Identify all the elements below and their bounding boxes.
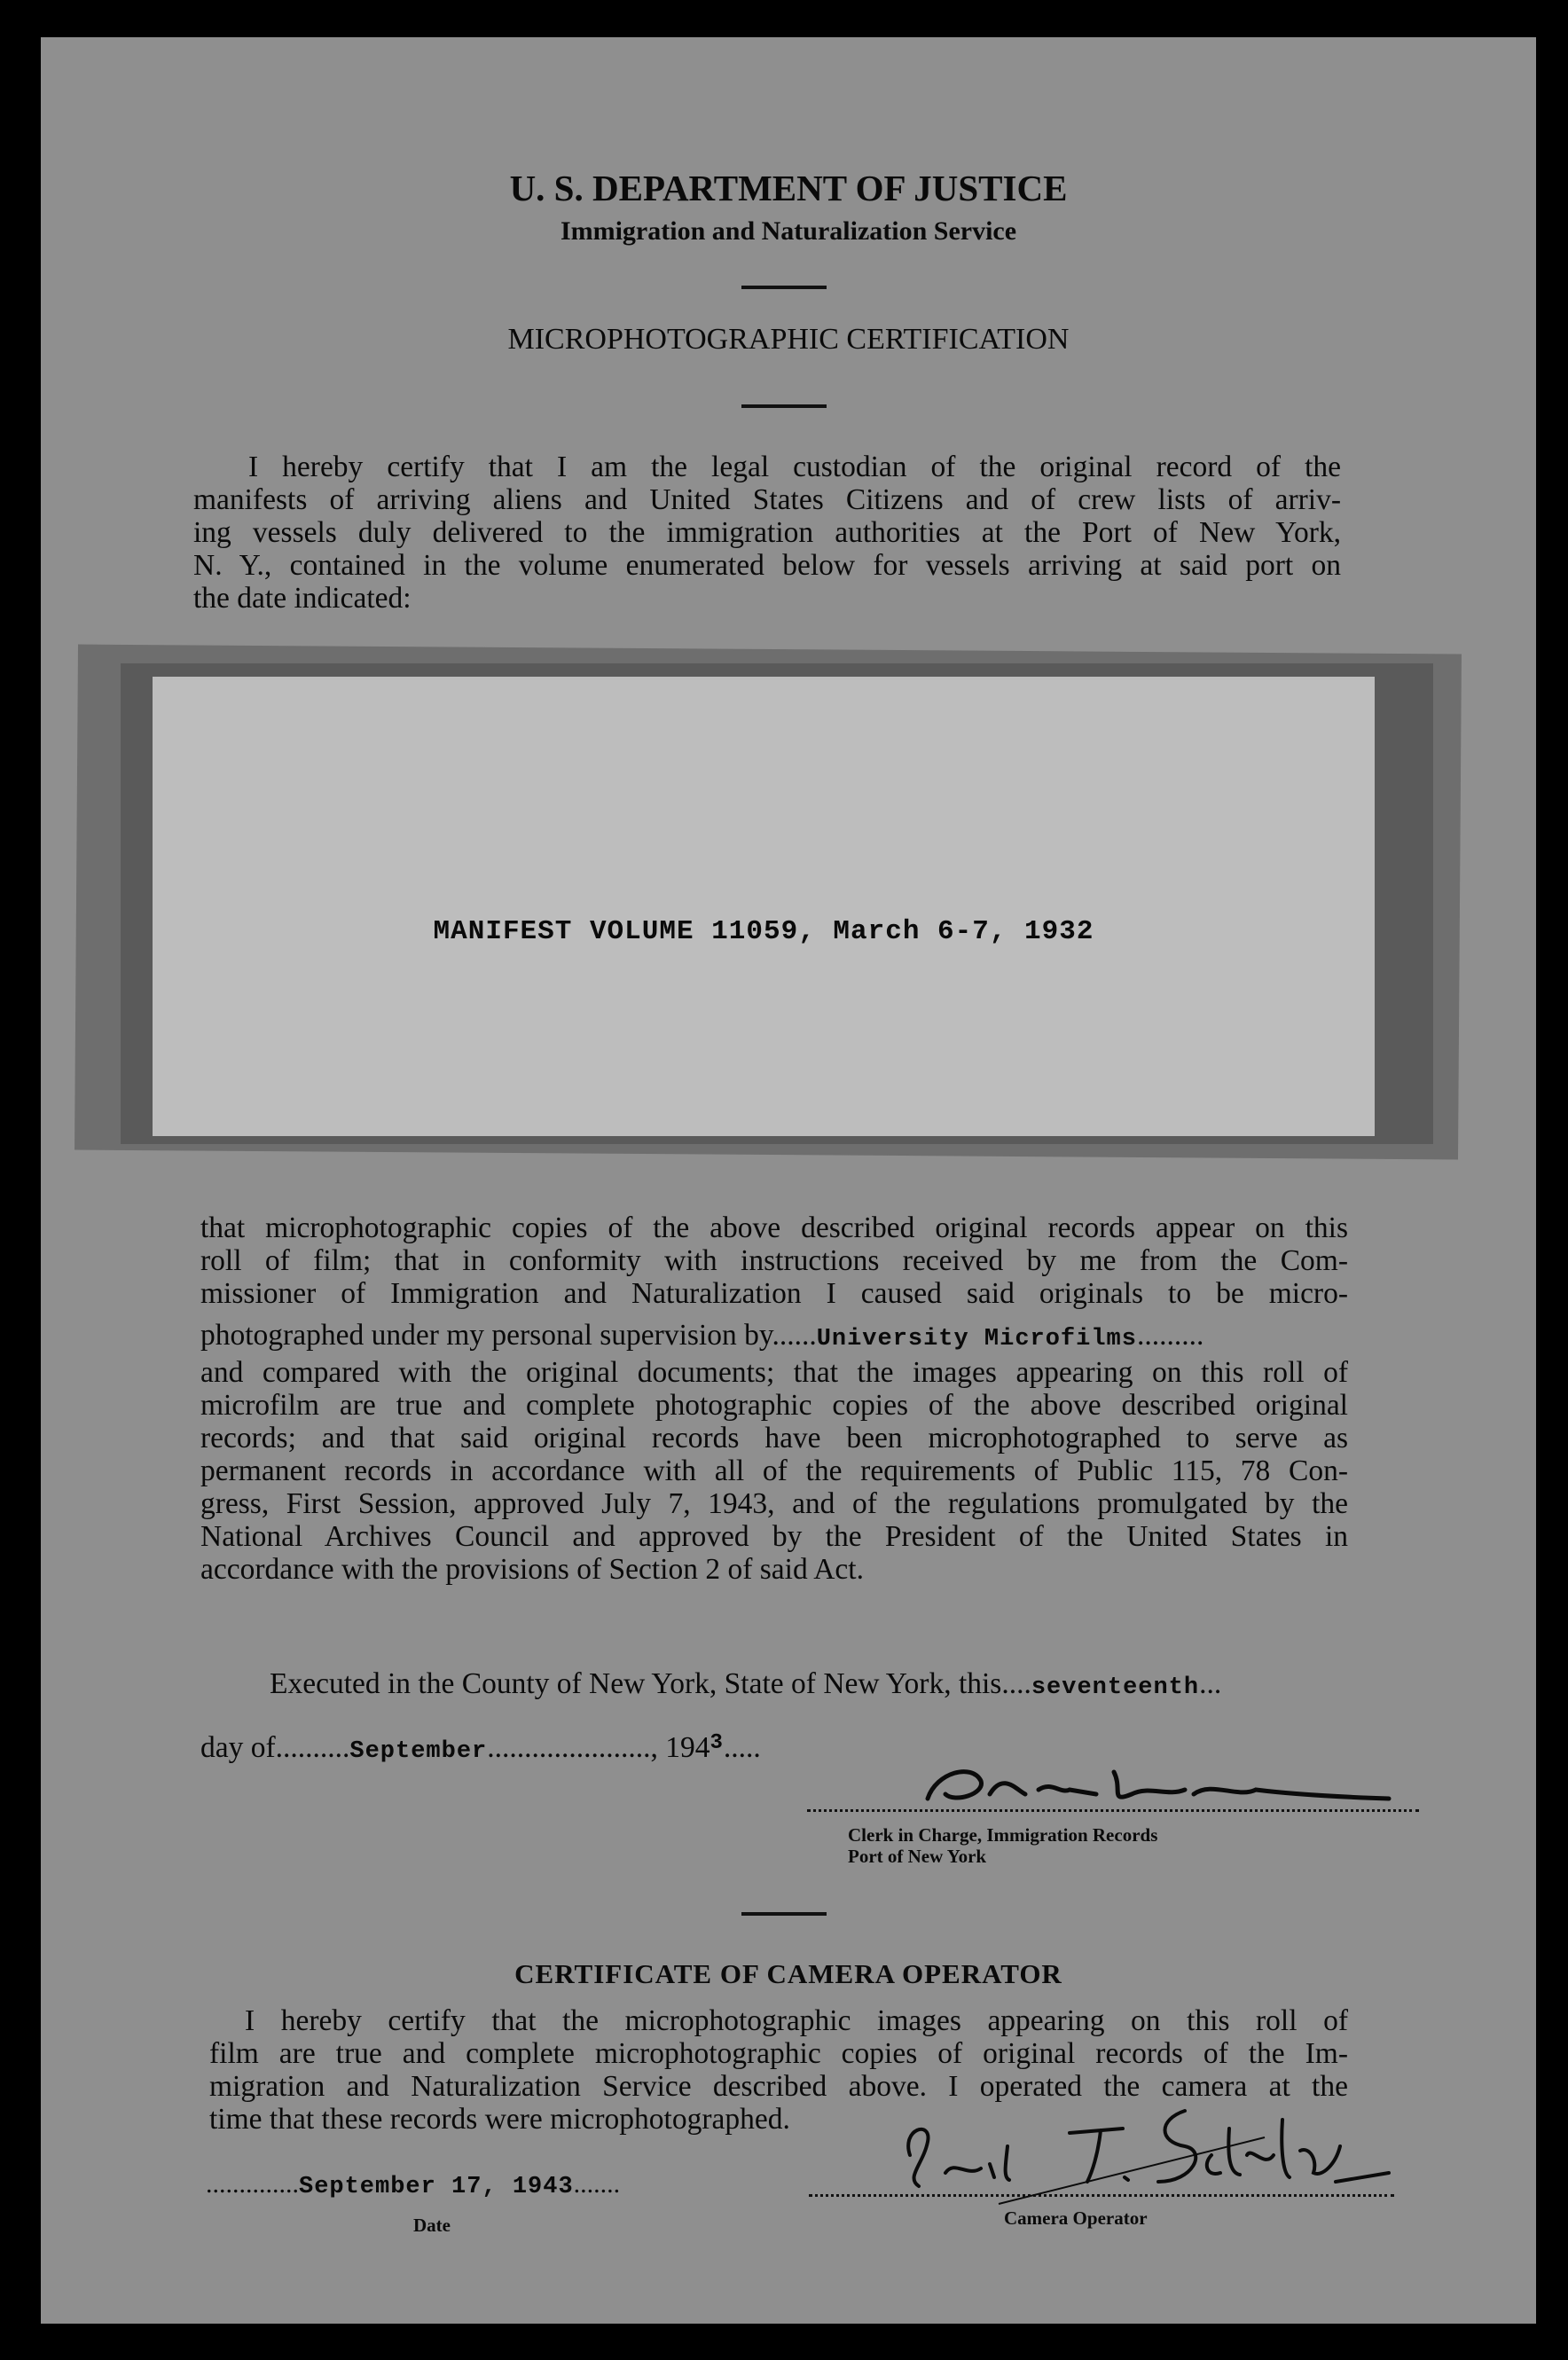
clerk-office: Port of New York — [848, 1846, 987, 1867]
body-line: roll of film; that in conformity with instructions received by me from the Com- — [200, 1244, 1348, 1277]
camera-line: time that these records were microphotographed. — [209, 2103, 790, 2136]
photographer-name: University Microfilms — [816, 1326, 1137, 1352]
intro-line: N. Y., contained in the volume enumerated below for vessels arriving at said port on — [193, 549, 1341, 582]
certificate-page — [41, 37, 1536, 2324]
intro-line: ing vessels duly delivered to the immigration authorities at the Port of New York, — [193, 516, 1341, 549]
body-line: microfilm are true and complete photographic copies of the above described original — [200, 1389, 1348, 1422]
executed-prefix: Executed in the County of New York, State of New York, this — [270, 1667, 1002, 1700]
executed-day: seventeenth — [1031, 1674, 1200, 1701]
operator-signature — [892, 2093, 1407, 2229]
camera-line: I hereby certify that the microphotographic images appearing on this roll of — [245, 2004, 1348, 2037]
divider-rule — [741, 286, 827, 289]
date-value: September 17, 1943 — [299, 2174, 574, 2200]
clerk-signature — [919, 1754, 1415, 1816]
camera-line: film are true and complete microphotographic copies of original records of the Im- — [209, 2037, 1348, 2070]
body-line: gress, First Session, approved July 7, 1943, and of the regulations promulgated by the — [200, 1487, 1348, 1520]
operator-label: Camera Operator — [1004, 2207, 1148, 2229]
body-line: permanent records in accordance with all of the requirements of Public 115, 78 Con- — [200, 1454, 1348, 1487]
supervision-line: photographed under my personal supervision by......University Microfilms......... — [200, 1319, 1204, 1352]
month-value: September — [349, 1738, 488, 1765]
intro-line: manifests of arriving aliens and United States Citizens and of crew lists of arriv- — [193, 483, 1341, 516]
body-line: records; and that said original records have been microphotographed to serve as — [200, 1422, 1348, 1454]
agency-heading: U. S. DEPARTMENT OF JUSTICE — [509, 168, 1068, 208]
day-of-prefix: day of — [200, 1731, 276, 1764]
year-digit: 3 — [710, 1731, 724, 1755]
divider-rule — [741, 404, 827, 408]
date-label: Date — [413, 2215, 451, 2236]
volume-label: MANIFEST VOLUME 11059, March 6-7, 1932 — [433, 916, 1094, 947]
intro-paragraph — [193, 451, 1341, 615]
divider-rule — [741, 1912, 827, 1916]
body-line: and compared with the original documents; that the images appearing on this roll of — [200, 1356, 1348, 1389]
clerk-title: Clerk in Charge, Immigration Records — [848, 1824, 1158, 1846]
body-paragraph — [200, 1211, 1348, 1586]
supervision-prefix: photographed under my personal supervision by — [200, 1319, 772, 1352]
body-line: National Archives Council and approved by the President of the United States in — [200, 1520, 1348, 1553]
year-prefix: , 194 — [650, 1731, 710, 1764]
intro-line: I hereby certify that I am the legal custodian of the original record of the — [248, 451, 1341, 483]
day-of-line: day of..........September......................, $194^3$..... — [200, 1731, 761, 1765]
executed-line: Executed in the County of New York, State of New York, this....seventeenth... — [270, 1667, 1222, 1701]
body-line: accordance with the provisions of Section 2 of said Act. — [200, 1553, 864, 1586]
body-line: missioner of Immigration and Naturalization I caused said originals to be micro- — [200, 1277, 1348, 1310]
intro-line: the date indicated: — [193, 582, 412, 615]
certification-title: MICROPHOTOGRAPHIC CERTIFICATION — [507, 323, 1070, 356]
camera-line: migration and Naturalization Service described above. I operated the camera at the — [209, 2070, 1348, 2103]
body-line: that microphotographic copies of the above described original records appear on this — [200, 1211, 1348, 1244]
date-field: ..............September 17, 1943....... — [206, 2169, 621, 2200]
camera-certificate-title: CERTIFICATE OF CAMERA OPERATOR — [514, 1958, 1062, 1989]
volume-card — [153, 677, 1375, 1136]
service-subheading: Immigration and Naturalization Service — [560, 216, 1017, 246]
